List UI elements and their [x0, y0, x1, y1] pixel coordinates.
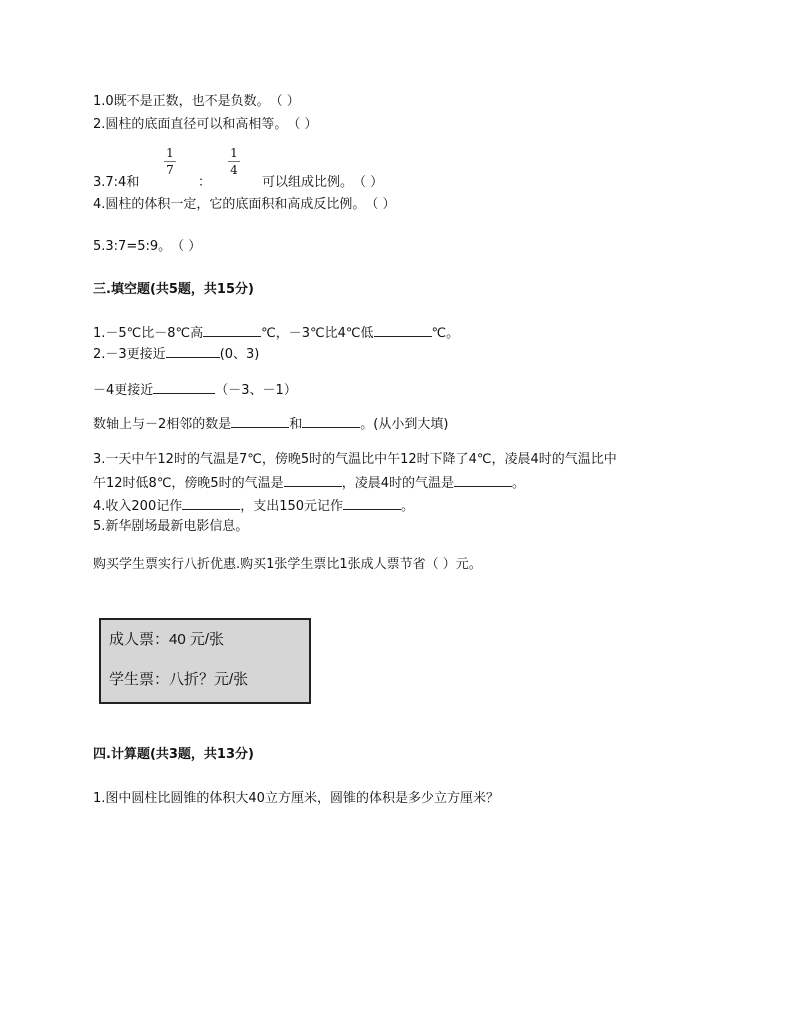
fill-question-4-text-a: 4.收入200记作	[93, 499, 183, 514]
fill-question-3-text-a: 午12时低8℃，傍晚5时的气温是	[93, 476, 284, 491]
fraction-numerator: 1	[230, 146, 238, 160]
fraction-bar	[164, 161, 176, 162]
judge-question-4: 4.圆柱的体积一定，它的底面积和高成反比例。 （ ）	[93, 197, 396, 212]
fill-question-2	[93, 344, 259, 364]
fraction-denominator: 7	[166, 163, 174, 177]
fill-question-2-text-b: (0、3)	[219, 347, 260, 362]
fill-question-3-text-c: 。	[511, 476, 525, 491]
fraction-bar	[228, 161, 240, 162]
answer-blank[interactable]	[284, 473, 342, 487]
fraction-denominator: 4	[230, 163, 238, 177]
answer-blank[interactable]	[374, 323, 432, 337]
fill-question-5-question: 购买学生票实行八折优惠.购买1张学生票比1张成人票节省（ ）元。	[93, 557, 482, 572]
answer-blank[interactable]	[166, 344, 220, 358]
fill-question-2-line-3-text-a: 数轴上与－2相邻的数是	[93, 417, 232, 432]
judge-question-2: 2.圆柱的底面直径可以和高相等。 （ ）	[93, 117, 318, 132]
answer-blank[interactable]	[302, 414, 360, 428]
judge-question-3-suffix: 可以组成比例。 （ ）	[262, 175, 384, 190]
fill-question-4-text-c: 。	[401, 499, 415, 514]
fill-question-5: 5.新华剧场最新电影信息。	[93, 519, 249, 534]
fill-question-1	[93, 323, 459, 343]
fill-question-4	[93, 496, 414, 516]
answer-blank[interactable]	[153, 380, 215, 394]
judge-question-5: 5.3:7=5:9。 （ ）	[93, 239, 202, 254]
fraction-one-fourth	[228, 146, 240, 177]
fill-question-2-line-3-text-b: 和	[289, 417, 303, 432]
fill-question-2-line-2-text-b: （－3、－1）	[215, 383, 297, 398]
fill-question-1-text-a: 1.－5℃比－8℃高	[93, 326, 204, 341]
answer-blank[interactable]	[343, 496, 401, 510]
adult-ticket-price: 成人票：40 元/张	[109, 631, 225, 648]
fill-question-2-text-a: 2.－3更接近	[93, 347, 166, 362]
answer-blank[interactable]	[231, 414, 289, 428]
answer-blank[interactable]	[182, 496, 240, 510]
fill-question-3-line-2	[93, 473, 525, 493]
student-ticket-price: 学生票：八折？元/张	[109, 671, 249, 688]
section-3-title: 三.填空题(共5题，共15分)	[93, 282, 254, 297]
fill-question-2-line-3	[93, 414, 448, 434]
ticket-price-box	[99, 618, 311, 704]
fill-question-2-line-3-text-c: 。(从小到大填)	[360, 417, 449, 432]
fill-question-2-line-2	[93, 380, 297, 400]
fill-question-3-line-1: 3.一天中午12时的气温是7℃，傍晚5时的气温比中午12时下降了4℃，凌晨4时的气温比中	[93, 452, 617, 467]
fraction-numerator: 1	[166, 146, 174, 160]
fill-question-1-text-c: ℃。	[431, 326, 460, 341]
fill-question-1-text-b: ℃，－3℃比4℃低	[261, 326, 374, 341]
judge-question-3-colon: ：	[198, 175, 212, 190]
section-4-title: 四.计算题(共3题，共13分)	[93, 747, 254, 762]
fraction-one-seventh	[164, 146, 176, 177]
judge-question-3-prefix: 3.7:4和	[93, 175, 140, 190]
calc-question-1: 1.图中圆柱比圆锥的体积大40立方厘米，圆锥的体积是多少立方厘米？	[93, 791, 499, 806]
fill-question-2-line-2-text-a: －4更接近	[93, 383, 154, 398]
fill-question-4-text-b: ，支出150元记作	[240, 499, 344, 514]
answer-blank[interactable]	[454, 473, 512, 487]
fill-question-3-text-b: ，凌晨4时的气温是	[341, 476, 454, 491]
judge-question-1: 1.0既不是正数，也不是负数。 （ ）	[93, 94, 300, 109]
answer-blank[interactable]	[203, 323, 261, 337]
